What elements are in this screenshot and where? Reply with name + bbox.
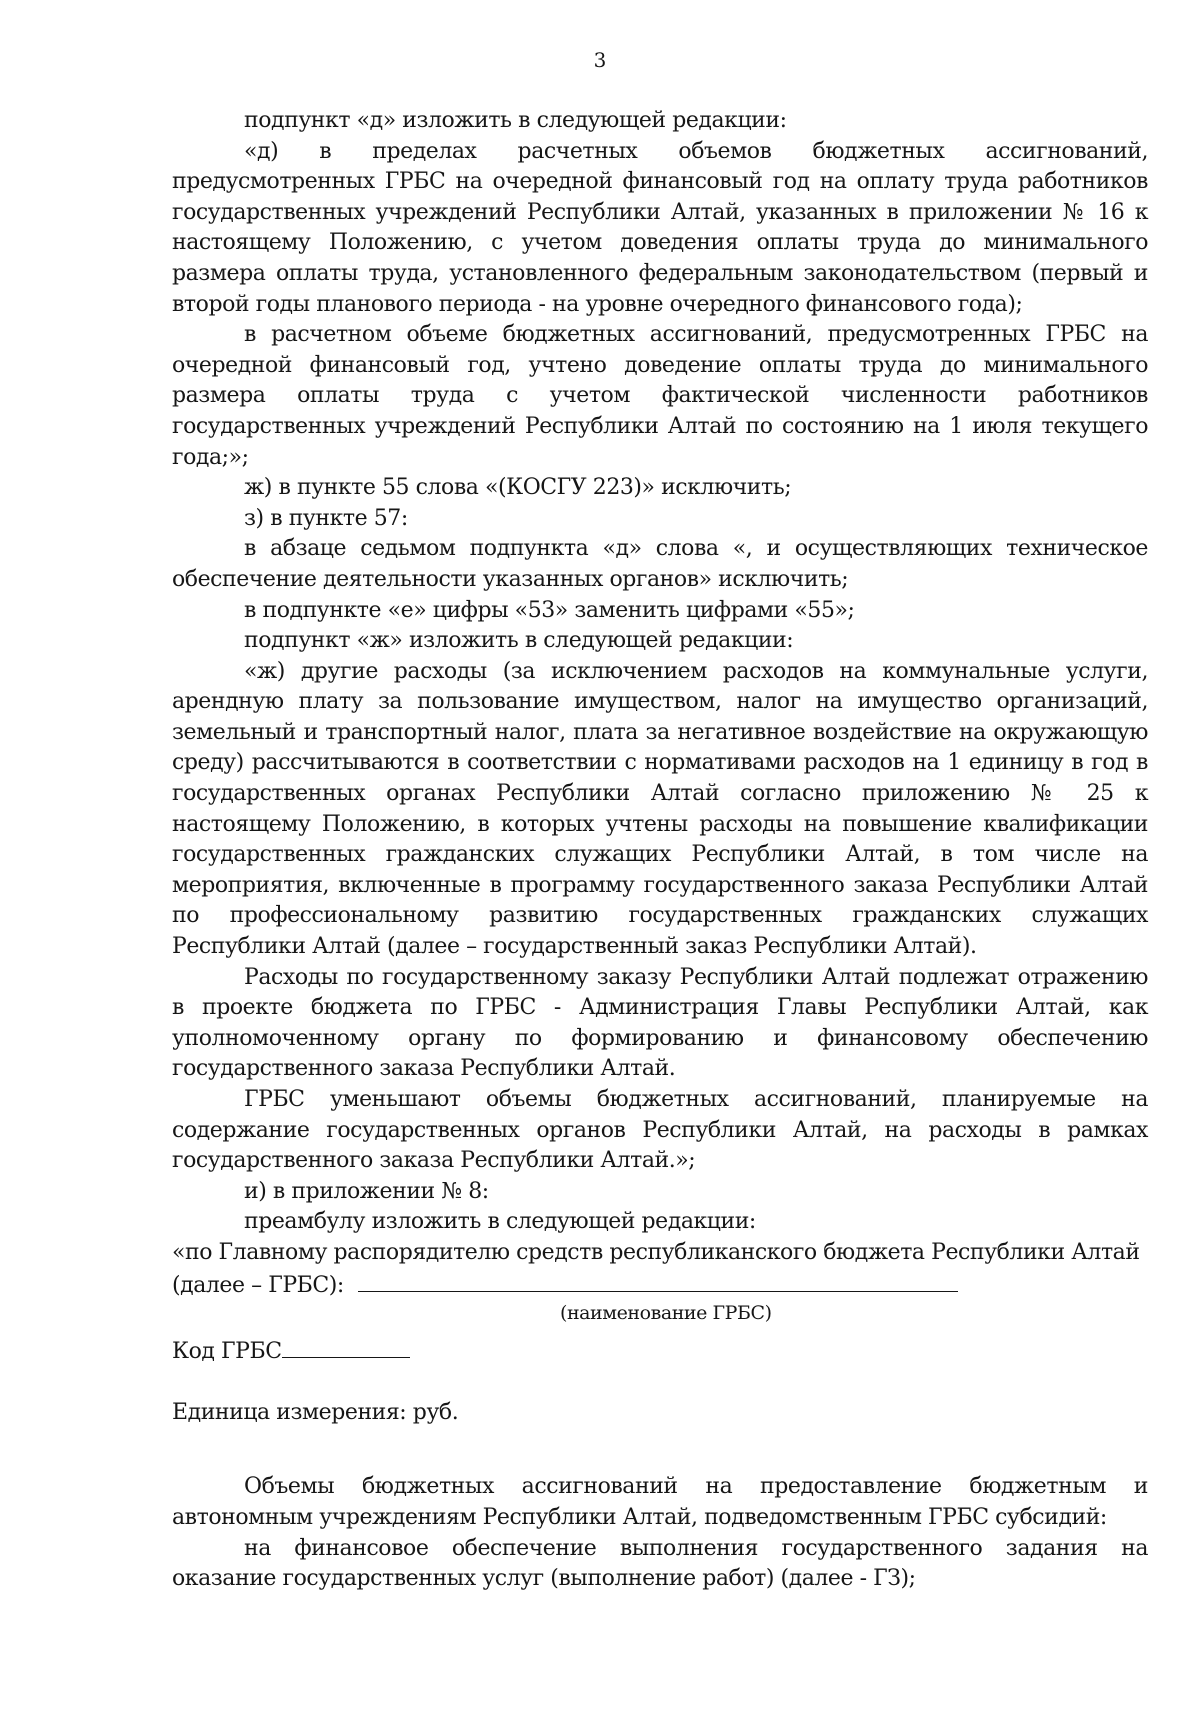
grbs-code-blank[interactable] (282, 1335, 410, 1358)
form-preamble-line2 (172, 1269, 1148, 1302)
paragraph-seventh-abzac: в абзаце седьмом подпункта «д» слова «, и осуществляющих техническое обеспечение деятельности указанных органов» исключить; (172, 536, 1148, 592)
spacer (172, 1428, 1148, 1472)
paragraph-state-task: на финансовое обеспечение выполнения государственного задания на оказание государственных услуг (выполнение работ) (далее - ГЗ); (172, 1535, 1148, 1592)
paragraph-item-i: и) в приложении № 8: (244, 1178, 489, 1204)
paragraph-subsidies: Объемы бюджетных ассигнований на предоставление бюджетным и автономным учреждениям Республики Алтай, подведомственным ГРБС субсидий: (172, 1474, 1148, 1530)
form-preamble-line1: «по Главному распорядителю средств республиканского бюджета Республики Алтай (172, 1239, 1140, 1265)
paragraph-d-text: «д) в пределах расчетных объемов бюджетных ассигнований, предусмотренных ГРБС на очередной финансовый год на оплату труда работников государственных учреждений Республики Алтай, указанных в приложении № 16 к настоящему Положению, с учетом доведения оплаты труда до минимального размера оплаты труда, установленного федеральным законодательством (первый и второй годы планового периода - на уровне очередного финансового года); (172, 138, 1148, 317)
grbs-code-label: Код ГРБС (172, 1339, 282, 1365)
page-number: 3 (593, 48, 607, 72)
paragraph-preamble-intro: преамбулу изложить в следующей редакции: (244, 1209, 756, 1235)
paragraph-subitem-e: в подпункте «е» цифры «53» заменить цифрами «55»; (244, 597, 855, 623)
paragraph-item-z: з) в пункте 57: (244, 505, 408, 531)
paragraph-item-zh: ж) в пункте 55 слова «(КОСГУ 223)» исключить; (244, 475, 792, 501)
document-body (172, 106, 1148, 1595)
grbs-name-caption: (наименование ГРБС) (560, 1302, 772, 1325)
spacer (172, 1368, 1148, 1398)
paragraph-grbs-reduce: ГРБС уменьшают объемы бюджетных ассигнований, планируемые на содержание государственных органов Республики Алтай, на расходы в рамках государственного заказа Республики Алтай.»; (172, 1087, 1148, 1174)
paragraph-zh-intro: подпункт «ж» изложить в следующей редакции: (244, 628, 794, 654)
grbs-name-blank[interactable] (358, 1269, 958, 1292)
paragraph-state-order: Расходы по государственному заказу Республики Алтай подлежат отражению в проекте бюджета по ГРБС - Администрация Главы Республики Алтай, как уполномоченному органу по формированию и финансовому обеспечению государственного заказа Республики Алтай. (172, 964, 1148, 1082)
unit-of-measure: Единица измерения: руб. (172, 1399, 459, 1425)
grbs-code-row (172, 1335, 1148, 1368)
paragraph-d-intro: подпункт «д» изложить в следующей редакции: (244, 108, 787, 133)
paragraph-zh-text: «ж) другие расходы (за исключением расходов на коммунальные услуги, арендную плату за пользование имуществом, налог на имущество организаций, земельный и транспортный налог, плата за негативное воздействие на окружающую среду) рассчитываются в соответствии с нормативами расходов на 1 единицу в год в государственных органах Республики Алтай согласно приложению № 25 к настоящему Положению, в которых учтены расходы на повышение квалификации государственных гражданских служащих Республики Алтай, в том числе на мероприятия, включенные в программу государственного заказа Республики Алтай по профессиональному развитию государственных гражданских служащих Республики Алтай (далее – государственный заказ Республики Алтай). (172, 658, 1148, 960)
form-preamble-label: (далее – ГРБС): (172, 1272, 344, 1298)
paragraph-minimum-wage: в расчетном объеме бюджетных ассигнований, предусмотренных ГРБС на очередной финансовый год, учтено доведение оплаты труда до минимального размера оплаты труда с учетом фактической численности работников государственных учреждений Республики Алтай по состоянию на 1 июля текущего года;»; (172, 322, 1148, 470)
